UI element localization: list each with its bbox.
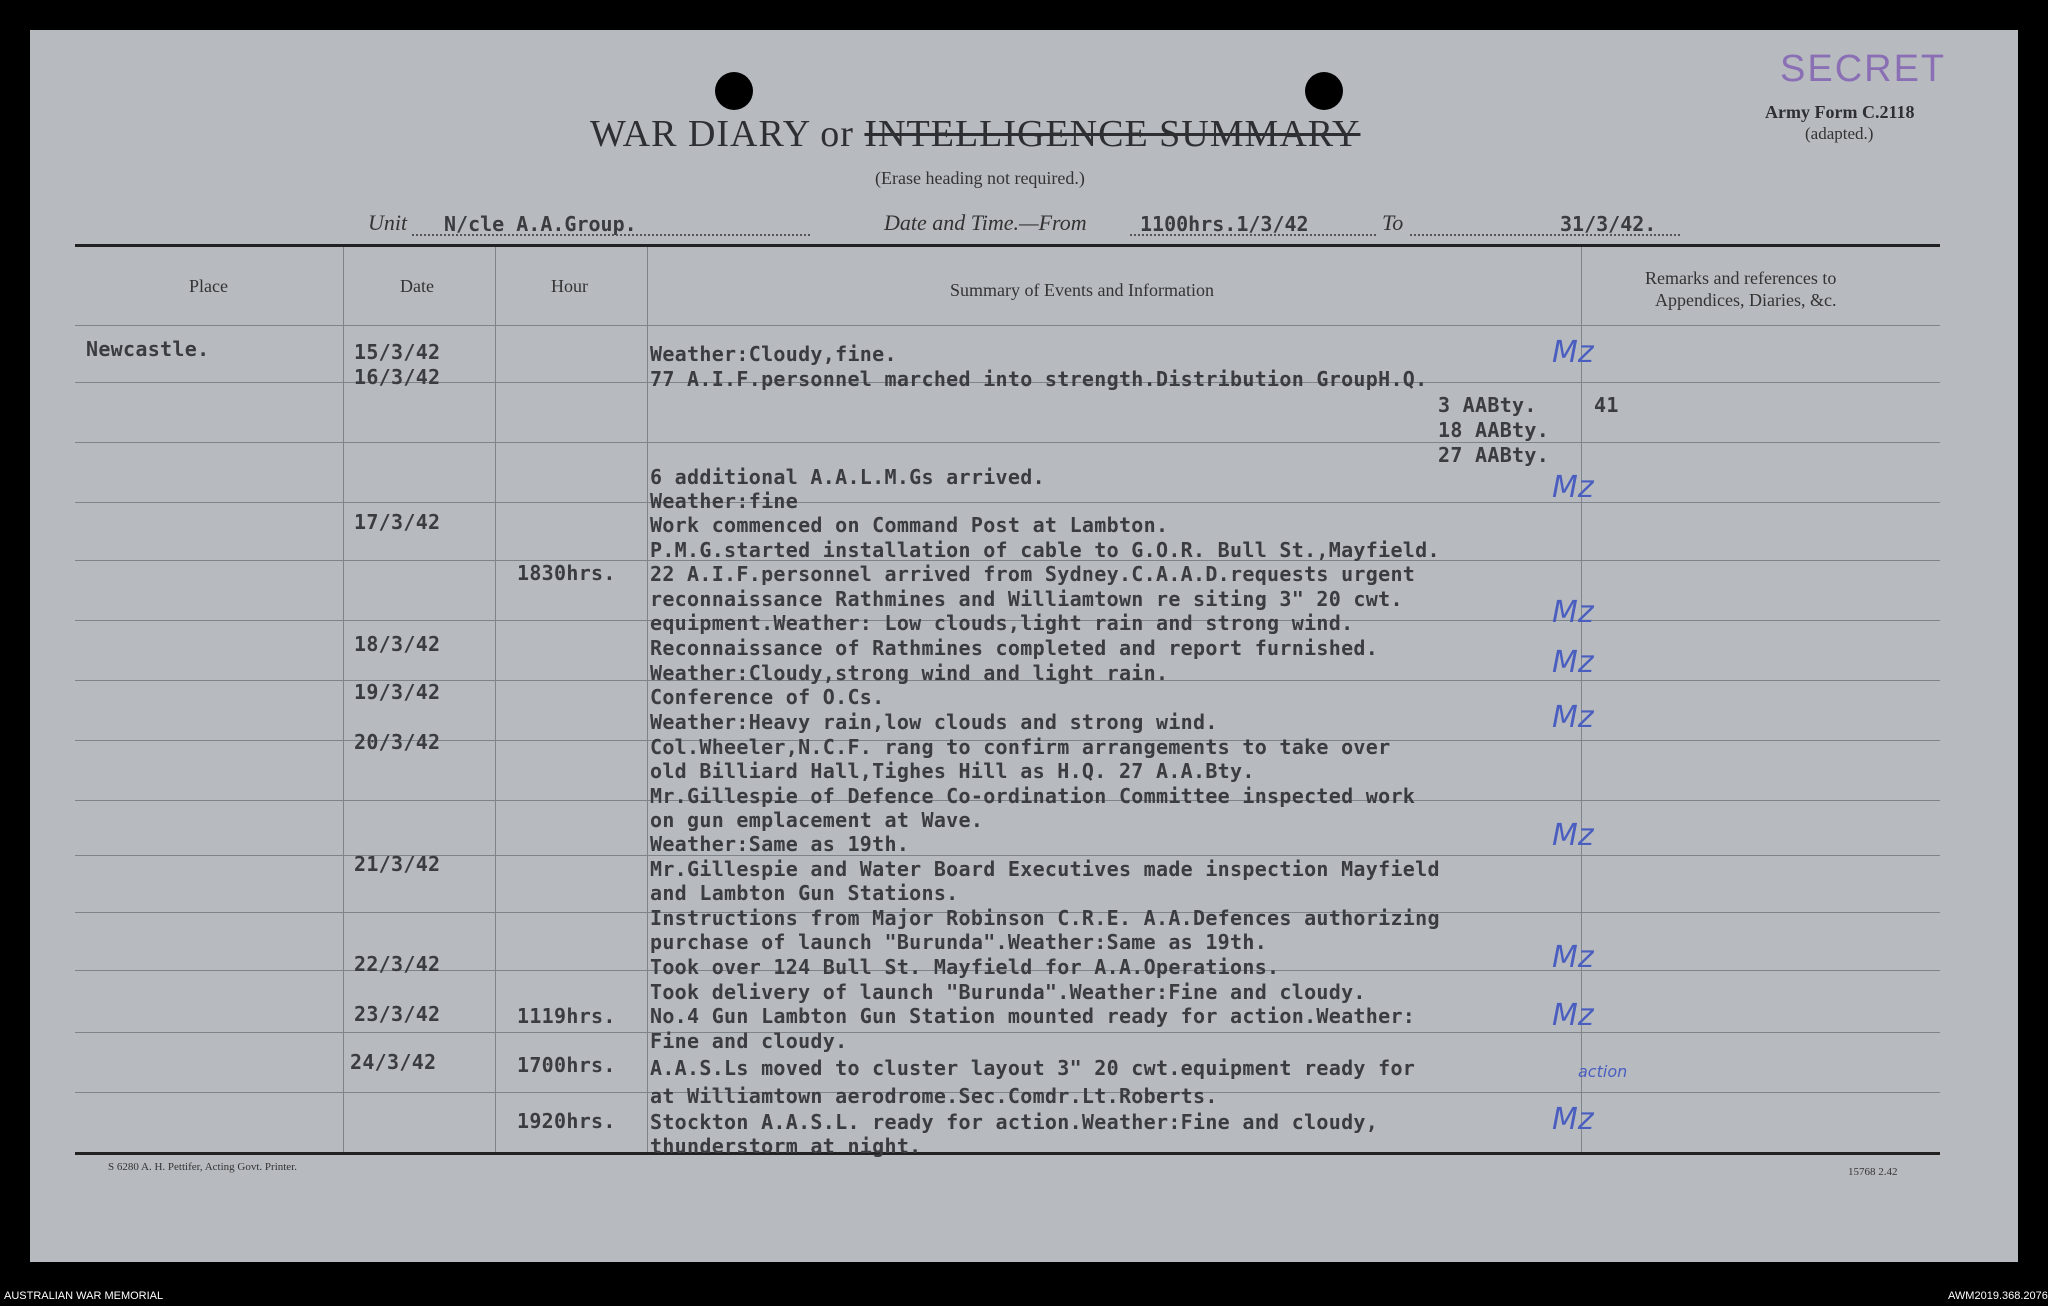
summary-line: at Williamtown aerodrome.Sec.Comdr.Lt.Roberts.	[650, 1084, 1218, 1108]
row-rule	[75, 442, 1940, 443]
summary-line: P.M.G.started installation of cable to G.O.R. Bull St.,Mayfield.	[650, 538, 1440, 562]
summary-line: Stockton A.A.S.L. ready for action.Weather:Fine and cloudy,	[650, 1110, 1379, 1134]
adapted-label: (adapted.)	[1805, 124, 1874, 143]
summary-line: Reconnaissance of Rathmines completed and report furnished.	[650, 636, 1379, 660]
initial-mark: Mz	[1552, 700, 1594, 735]
summary-line: reconnaissance Rathmines and Williamtown re siting 3" 20 cwt.	[650, 587, 1403, 611]
row-rule	[75, 502, 1940, 503]
summary-line: Took over 124 Bull St. Mayfield for A.A.Operations.	[650, 955, 1280, 979]
date-cell: 22/3/42	[354, 952, 441, 976]
from-value: 1100hrs.1/3/42	[1140, 212, 1309, 236]
summary-line: Mr.Gillespie and Water Board Executives made inspection Mayfield	[650, 857, 1440, 881]
summary-line: equipment.Weather: Low clouds,light rain and strong wind.	[650, 611, 1354, 635]
date-cell: 20/3/42	[354, 730, 441, 754]
row-rule	[75, 1032, 1940, 1033]
summary-line: 6 additional A.A.L.M.Gs arrived.	[650, 465, 1045, 489]
date-cell: 21/3/42	[354, 852, 441, 876]
summary-line: Mr.Gillespie of Defence Co-ordination Committee inspected work	[650, 784, 1416, 808]
archive-credit: AUSTRALIAN WAR MEMORIAL	[4, 1290, 164, 1302]
header-rule	[75, 325, 1940, 326]
subtitle: (Erase heading not required.)	[875, 168, 1085, 188]
secret-stamp: SECRET	[1780, 48, 1947, 90]
punch-hole	[1305, 72, 1343, 110]
summary-line: on gun emplacement at Wave.	[650, 808, 984, 832]
to-label: To	[1382, 210, 1404, 235]
column-header-date: Date	[400, 276, 434, 296]
date-cell: 19/3/42	[354, 680, 441, 704]
hour-cell: 1119hrs.	[517, 1004, 616, 1028]
punch-hole	[715, 72, 753, 110]
column-header-hour: Hour	[551, 276, 588, 296]
initial-mark: Mz	[1552, 1102, 1594, 1137]
form-code: 15768 2.42	[1848, 1166, 1898, 1178]
summary-line: Col.Wheeler,N.C.F. rang to confirm arrangements to take over	[650, 735, 1391, 759]
column-header-place: Place	[189, 276, 228, 296]
summary-line: 3 AABty.	[1438, 393, 1537, 417]
initial-mark: Mz	[1552, 595, 1594, 630]
summary-line: Conference of O.Cs.	[650, 685, 885, 709]
summary-line: old Billiard Hall,Tighes Hill as H.Q. 27 A.A.Bty.	[650, 759, 1255, 783]
date-cell: 17/3/42	[354, 510, 441, 534]
date-cell: 18/3/42	[354, 632, 441, 656]
unit-label: Unit	[368, 210, 408, 235]
summary-line: thunderstorm at night.	[650, 1134, 922, 1158]
unit-dotline	[412, 234, 810, 236]
initial-mark: Mz	[1552, 998, 1594, 1033]
hour-cell: 1920hrs.	[517, 1109, 616, 1133]
summary-line: 18 AABty.	[1438, 418, 1550, 442]
initial-mark: Mz	[1552, 818, 1594, 853]
date-cell: 15/3/42	[354, 340, 441, 364]
archive-reference: AWM2019.368.2076	[1948, 1290, 2048, 1302]
summary-line: 22 A.I.F.personnel arrived from Sydney.C.A.A.D.requests urgent	[650, 562, 1416, 586]
from-dotline	[1130, 234, 1376, 236]
date-label: Date and Time.—From	[884, 210, 1087, 235]
summary-line: No.4 Gun Lambton Gun Station mounted ready for action.Weather:	[650, 1004, 1416, 1028]
table-top-rule	[75, 244, 1940, 247]
summary-line: Fine and cloudy.	[650, 1029, 848, 1053]
remark-count: 41	[1594, 393, 1619, 417]
to-dotline	[1410, 234, 1680, 236]
unit-value: N/cle A.A.Group.	[444, 212, 637, 236]
summary-line: Weather:Cloudy,strong wind and light rain.	[650, 661, 1169, 685]
initial-mark: Mz	[1552, 470, 1594, 505]
remark-action: action	[1578, 1062, 1628, 1081]
date-cell: 16/3/42	[354, 365, 441, 389]
struck-heading: INTELLIGENCE SUMMARY	[864, 113, 1361, 155]
hour-cell: 1700hrs.	[517, 1053, 616, 1077]
summary-line: Instructions from Major Robinson C.R.E. A.A.Defences authorizing	[650, 906, 1440, 930]
initial-mark: Mz	[1552, 645, 1594, 680]
summary-line: Weather:fine	[650, 489, 799, 513]
summary-line: Weather:Same as 19th.	[650, 832, 910, 856]
initial-mark: Mz	[1552, 335, 1594, 370]
summary-line: Work commenced on Command Post at Lambton.	[650, 513, 1169, 537]
summary-line: and Lambton Gun Stations.	[650, 881, 959, 905]
hour-cell: 1830hrs.	[517, 561, 616, 585]
initial-mark: Mz	[1552, 940, 1594, 975]
summary-line: Weather:Cloudy,fine.	[650, 342, 897, 366]
place-cell: Newcastle.	[86, 337, 210, 361]
date-cell: 23/3/42	[354, 1002, 441, 1026]
column-header-remarks: Remarks and references to	[1645, 268, 1837, 288]
army-form-label: Army Form C.2118	[1765, 102, 1915, 122]
summary-line: A.A.S.Ls moved to cluster layout 3" 20 cwt.equipment ready for	[650, 1056, 1416, 1080]
date-cell: 24/3/42	[350, 1050, 437, 1074]
summary-line: 27 AABty.	[1438, 443, 1550, 467]
summary-line: Took delivery of launch "Burunda".Weather:Fine and cloudy.	[650, 980, 1366, 1004]
printer-note: S 6280 A. H. Pettifer, Acting Govt. Printer.	[108, 1161, 297, 1173]
page-title: WAR DIARY or INTELLIGENCE SUMMARY	[590, 113, 1361, 155]
to-value: 31/3/42.	[1560, 212, 1657, 236]
column-header-summary: Summary of Events and Information	[950, 280, 1214, 300]
column-header-remarks: Appendices, Diaries, &c.	[1655, 290, 1837, 310]
table-bottom-rule	[75, 1152, 1940, 1155]
summary-line: Weather:Heavy rain,low clouds and strong wind.	[650, 710, 1218, 734]
summary-line: purchase of launch "Burunda".Weather:Same as 19th.	[650, 930, 1268, 954]
summary-line: 77 A.I.F.personnel marched into strength.Distribution GroupH.Q.	[650, 367, 1428, 391]
